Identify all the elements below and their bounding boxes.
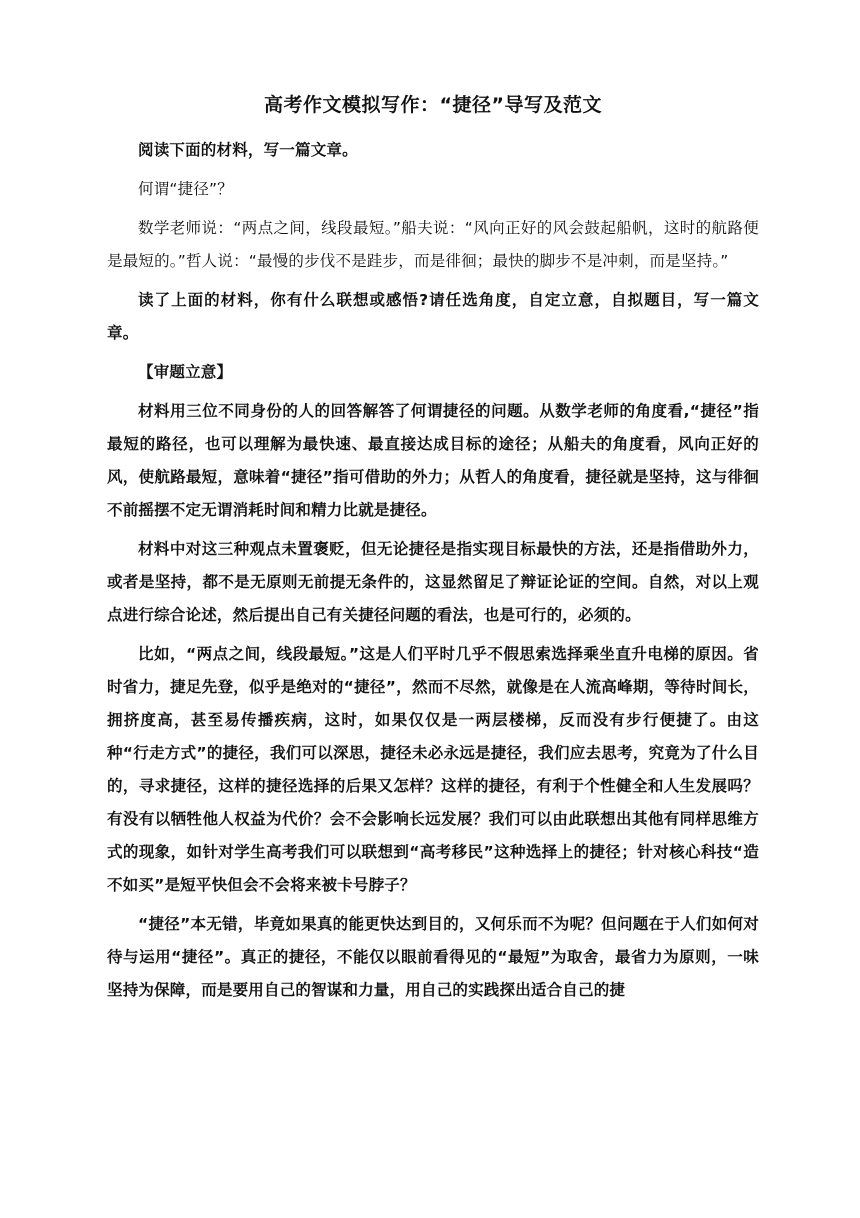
paragraph-analysis-2: 材料中对这三种观点未置褒贬，但无论捷径是指实现目标最快的方法，还是指借助外力，或者是坚持，都不是无原则无前提无条件的，这显然留足了辩证论证的空间。自然，对以上观点进行综合论述，然后提出自己有关捷径问题的看法，也是可行的，必须的。	[107, 540, 759, 624]
document-title: 高考作文模拟写作：“捷径”导写及范文	[264, 94, 602, 116]
document-body	[107, 90, 759, 1013]
paragraph-material: 数学老师说：“两点之间，线段最短。”船夫说：“风向正好的风会鼓起船帆，这时的航路便是最短的。”哲人说：“最慢的步伐不是跬步，而是徘徊；最快的脚步不是冲刺，而是坚持。”	[107, 219, 759, 270]
paragraph-analysis-4: “捷径”本无错，毕竟如果真的能更快达到目的，又何乐而不为呢？但问题在于人们如何对待与运用“捷径”。真正的捷径，不能仅以眼前看得见的“最短”为取舍，最省力为原则，一味坚持为保障，而是要用自己的智谋和力量，用自己的实践探出适合自己的捷	[107, 915, 759, 999]
paragraph-prompt: 阅读下面的材料，写一篇文章。	[138, 141, 358, 159]
paragraph-analysis-3: 比如，“两点之间，线段最短。”这是人们平时几乎不假思索选择乘坐直升电梯的原因。省时省力，捷足先登，似乎是绝对的“捷径”，然而不尽然，就像是在人流高峰期，等待时间长，拥挤度高，甚至易传播疾病，这时，如果仅仅是一两层楼梯，反而没有步行便捷了。由这种“行走方式”的捷径，我们可以深思，捷径未必永远是捷径，我们应去思考，究竟为了什么目的，寻求捷径，这样的捷径选择的后果又怎样？这样的捷径，有利于个性健全和人生发展吗？有没有以牺牲他人权益为代价？会不会影响长远发展？我们可以由此联想出其他有同样思维方式的现象，如针对学生高考我们可以联想到“高考移民”这种选择上的捷径；针对核心科技“造不如买”是短平快但会不会将来被卡号脖子？	[107, 645, 759, 894]
paragraph-question: 何谓“捷径”？	[138, 180, 233, 198]
section-heading-analysis: 【审题立意】	[138, 363, 233, 381]
paragraph-analysis-1: 材料用三位不同身份的人的回答解答了何谓捷径的问题。从数学老师的角度看,“捷径”指最短的路径，也可以理解为最快速、最直接达成目标的途径；从船夫的角度看，风向正好的风，使航路最短，意味着“捷径”指可借助的外力；从哲人的角度看，捷径就是坚持，这与徘徊不前摇摆不定无谓消耗时间和精力比就是捷径。	[107, 402, 759, 519]
paragraph-instruction: 读了上面的材料，你有什么联想或感悟?请任选角度，自定立意，自拟题目，写一篇文章。	[107, 291, 759, 342]
